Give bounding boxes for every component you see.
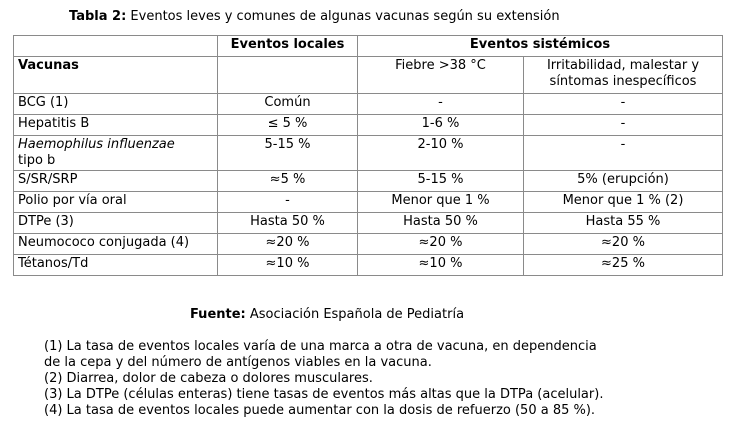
vaccine-cell: Neumococo conjugada (4) [14, 234, 218, 255]
column-header-local-empty [218, 57, 358, 94]
vaccine-cell [14, 136, 218, 171]
vaccine-cell: BCG (1) [14, 94, 218, 115]
source-line [0, 307, 654, 322]
column-header-irritability: Irritabilidad, malestar y síntomas inespecíficos [524, 57, 723, 94]
other-cell: 5% (erupción) [524, 171, 723, 192]
table-row [14, 171, 723, 192]
group-header-local: Eventos locales [218, 36, 358, 57]
table-row [14, 192, 723, 213]
table-row [14, 255, 723, 276]
local-cell: ≈5 % [218, 171, 358, 192]
fever-cell: Hasta 50 % [358, 213, 524, 234]
source-label: Fuente: [189, 307, 246, 322]
fever-cell: 5-15 % [358, 171, 524, 192]
fever-cell: ≈10 % [358, 255, 524, 276]
local-cell: 5-15 % [218, 136, 358, 171]
table-caption-label: Tabla 2: [69, 9, 127, 24]
group-header-row [14, 36, 723, 57]
fever-cell: 2-10 % [358, 136, 524, 171]
other-cell: - [524, 94, 723, 115]
table-row [14, 234, 723, 255]
footnotes [44, 339, 603, 419]
footnote-line: (1) La tasa de eventos locales varía de una marca a otra de vacuna, en dependencia [44, 339, 597, 354]
other-cell: Hasta 55 % [524, 213, 723, 234]
vaccine-cell: Polio por vía oral [14, 192, 218, 213]
table-caption [69, 9, 560, 24]
other-cell: ≈20 % [524, 234, 723, 255]
table-row [14, 115, 723, 136]
local-cell: Hasta 50 % [218, 213, 358, 234]
vaccine-events-table [13, 35, 723, 276]
vaccine-cell: S/SR/SRP [14, 171, 218, 192]
footnote-line: (4) La tasa de eventos locales puede aumentar con la dosis de refuerzo (50 a 85 %). [44, 403, 596, 418]
group-header-empty [14, 36, 218, 57]
footnote-line: (2) Diarrea, dolor de cabeza o dolores musculares. [44, 371, 373, 386]
table-caption-text: Eventos leves y comunes de algunas vacunas según su extensión [130, 9, 560, 24]
vaccine-cell: Hepatitis B [14, 115, 218, 136]
vaccine-cell: DTPe (3) [14, 213, 218, 234]
other-cell: ≈25 % [524, 255, 723, 276]
source-text: Asociación Española de Pediatría [249, 307, 465, 322]
fever-cell: - [358, 94, 524, 115]
fever-cell: Menor que 1 % [358, 192, 524, 213]
local-cell: ≈10 % [218, 255, 358, 276]
local-cell: ≤ 5 % [218, 115, 358, 136]
column-header-vaccines: Vacunas [14, 57, 218, 94]
other-cell: Menor que 1 % (2) [524, 192, 723, 213]
table-row [14, 213, 723, 234]
other-cell: - [524, 136, 723, 171]
vaccine-name-italic: Haemophilus influenzae [18, 137, 175, 152]
other-cell: - [524, 115, 723, 136]
fever-cell: ≈20 % [358, 234, 524, 255]
local-cell: - [218, 192, 358, 213]
local-cell: Común [218, 94, 358, 115]
group-header-systemic: Eventos sistémicos [358, 36, 723, 57]
vaccine-cell: Tétanos/Td [14, 255, 218, 276]
column-header-row [14, 57, 723, 94]
footnote-line: de la cepa y del número de antígenos viables en la vacuna. [44, 355, 432, 370]
table-row [14, 136, 723, 171]
table-row [14, 94, 723, 115]
fever-cell: 1-6 % [358, 115, 524, 136]
vaccine-name-rest: tipo b [18, 153, 56, 168]
footnote-line: (3) La DTPe (células enteras) tiene tasas de eventos más altas que la DTPa (acelular). [44, 387, 604, 402]
column-header-fever: Fiebre >38 °C [358, 57, 524, 94]
local-cell: ≈20 % [218, 234, 358, 255]
